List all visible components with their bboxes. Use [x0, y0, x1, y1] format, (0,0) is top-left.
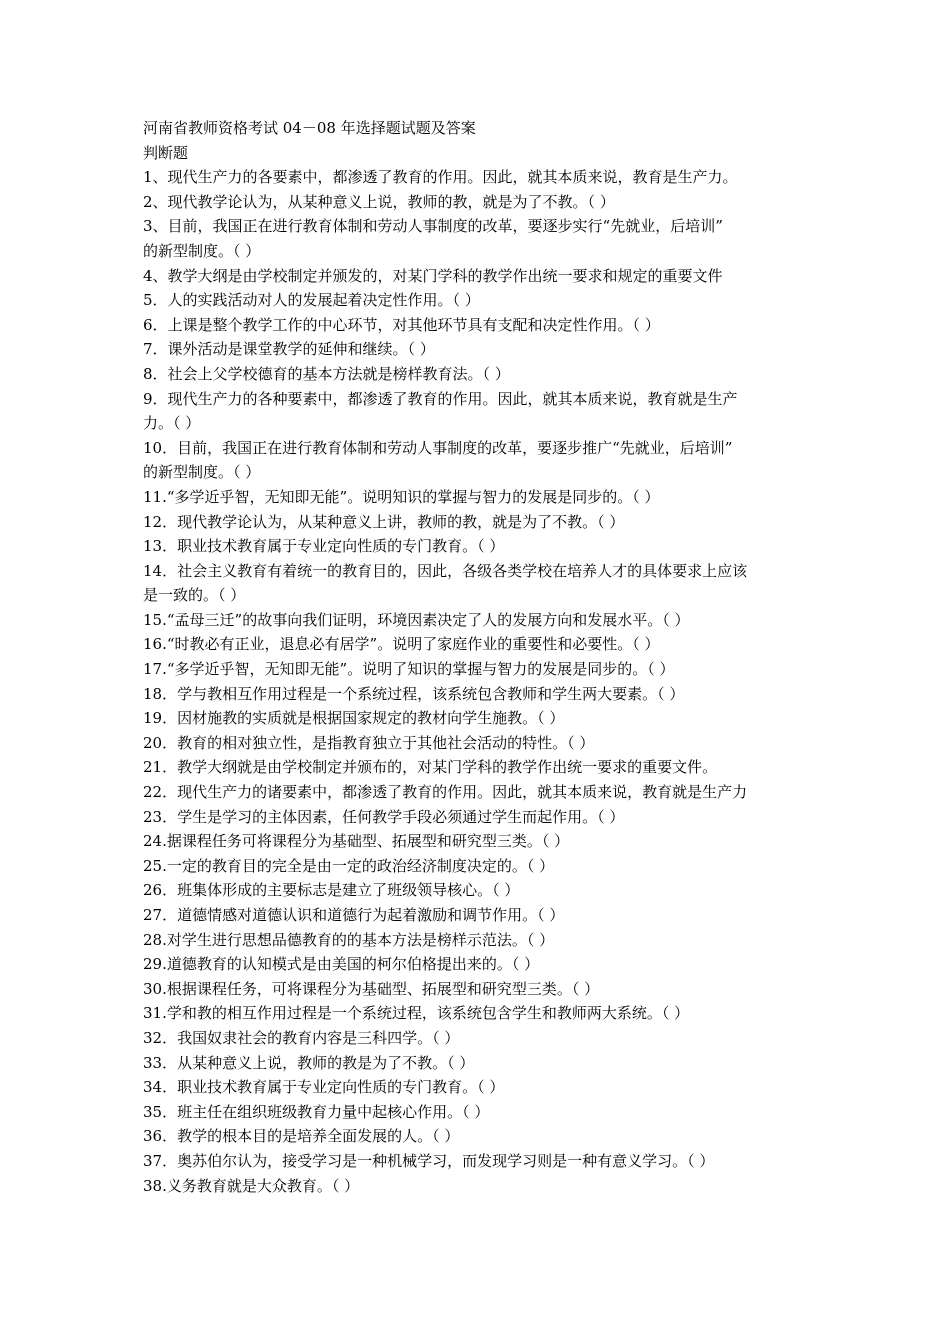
question-line: 的新型制度。（ ） [143, 463, 261, 482]
question-line: 6．上课是整个教学工作的中心环节，对其他环节具有支配和决定性作用。（ ） [143, 315, 660, 334]
question-line: 33．从某种意义上说，教师的教是为了不教。（ ） [143, 1053, 475, 1072]
question-line: 18．学与教相互作用过程是一个系统过程，该系统包含教师和学生两大要素。（ ） [143, 684, 685, 703]
question-line: 36．教学的根本目的是培养全面发展的人。（ ） [143, 1127, 460, 1146]
question-line: 5．人的实践活动对人的发展起着决定性作用。（ ） [143, 291, 480, 310]
question-line: 30.根据课程任务，可将课程分为基础型、拓展型和研究型三类。（ ） [143, 979, 600, 998]
question-line: 21．教学大纲就是由学校制定并颁布的，对某门学科的教学作出统一要求的重要文件。 [143, 758, 718, 777]
question-line: 37．奥苏伯尔认为，接受学习是一种机械学习，而发现学习则是一种有意义学习。（ ） [143, 1151, 715, 1170]
question-line: 16.“时教必有正业，退息必有居学”。说明了家庭作业的重要性和必要性。（ ） [143, 635, 660, 654]
question-line: 17.“多学近乎智，无知即无能”。说明了知识的掌握与智力的发展是同步的。（ ） [143, 660, 675, 679]
question-line: 13．职业技术教育属于专业定向性质的专门教育。（ ） [143, 537, 505, 556]
question-line: 的新型制度。（ ） [143, 241, 261, 260]
section-heading: 判断题 [143, 143, 189, 162]
question-line: 8．社会上父学校德育的基本方法就是榜样教育法。（ ） [143, 364, 510, 383]
question-line: 20．教育的相对独立性，是指教育独立于其他社会活动的特性。（ ） [143, 733, 595, 752]
question-line: 25.一定的教育目的完全是由一定的政治经济制度决定的。（ ） [143, 856, 555, 875]
question-line: 1、现代生产力的各要素中，都渗透了教育的作用。因此，就其本质来说，教育是生产力。 [143, 168, 738, 187]
question-line: 22．现代生产力的诸要素中，都渗透了教育的作用。因此，就其本质来说，教育就是生产力 [143, 783, 748, 802]
question-line: 9．现代生产力的各种要素中，都渗透了教育的作用。因此，就其本质来说，教育就是生产 [143, 389, 738, 408]
question-line: 10．目前，我国正在进行教育体制和劳动人事制度的改革，要逐步推广“先就业，后培训” [143, 438, 733, 457]
question-line: 15.“孟母三迁”的故事向我们证明，环境因素决定了人的发展方向和发展水平。（ ） [143, 610, 690, 629]
question-line: 24.据课程任务可将课程分为基础型、拓展型和研究型三类。（ ） [143, 832, 570, 851]
question-line: 14．社会主义教育有着统一的教育目的，因此，各级各类学校在培养人才的具体要求上应该 [143, 561, 748, 580]
question-line: 29.道德教育的认知模式是由美国的柯尔伯格提出来的。（ ） [143, 955, 540, 974]
question-line: 31.学和教的相互作用过程是一个系统过程，该系统包含学生和教师两大系统。（ ） [143, 1004, 690, 1023]
question-list [143, 165, 823, 1198]
question-line: 3、目前，我国正在进行教育体制和劳动人事制度的改革，要逐步实行“先就业，后培训” [143, 217, 723, 236]
question-line: 23．学生是学习的主体因素，任何教学手段必须通过学生而起作用。（ ） [143, 807, 625, 826]
question-line: 4、教学大纲是由学校制定并颁发的，对某门学科的教学作出统一要求和规定的重要文件 [143, 266, 723, 285]
document-title: 河南省教师资格考试 04－08 年选择题试题及答案 [143, 119, 476, 137]
question-line: 35．班主任在组织班级教育力量中起核心作用。（ ） [143, 1102, 490, 1121]
question-line: 27．道德情感对道德认识和道德行为起着激励和调节作用。（ ） [143, 906, 565, 924]
question-line: 2、现代教学论认为，从某种意义上说，教师的教，就是为了不教。（ ） [143, 192, 615, 211]
question-line: 28.对学生进行思想品德教育的的基本方法是榜样示范法。（ ） [143, 930, 555, 949]
question-line: 32．我国奴隶社会的教育内容是三科四学。（ ） [143, 1028, 460, 1047]
question-line: 7．课外活动是课堂教学的延伸和继续。（ ） [143, 340, 435, 359]
question-line: 34．职业技术教育属于专业定向性质的专门教育。（ ） [143, 1078, 505, 1097]
question-line: 38.义务教育就是大众教育。（ ） [143, 1176, 360, 1195]
question-line: 是一致的。（ ） [143, 586, 246, 605]
question-line: 12．现代教学论认为，从某种意义上讲，教师的教，就是为了不教。（ ） [143, 512, 625, 531]
question-line: 19．因材施教的实质就是根据国家规定的教材向学生施教。（ ） [143, 709, 565, 728]
document-page [143, 116, 823, 1198]
question-line: 力。（ ） [143, 414, 201, 433]
question-line: 26．班集体形成的主要标志是建立了班级领导核心。（ ） [143, 881, 520, 900]
question-line: 11.“多学近乎智，无知即无能”。说明知识的掌握与智力的发展是同步的。（ ） [143, 487, 660, 506]
